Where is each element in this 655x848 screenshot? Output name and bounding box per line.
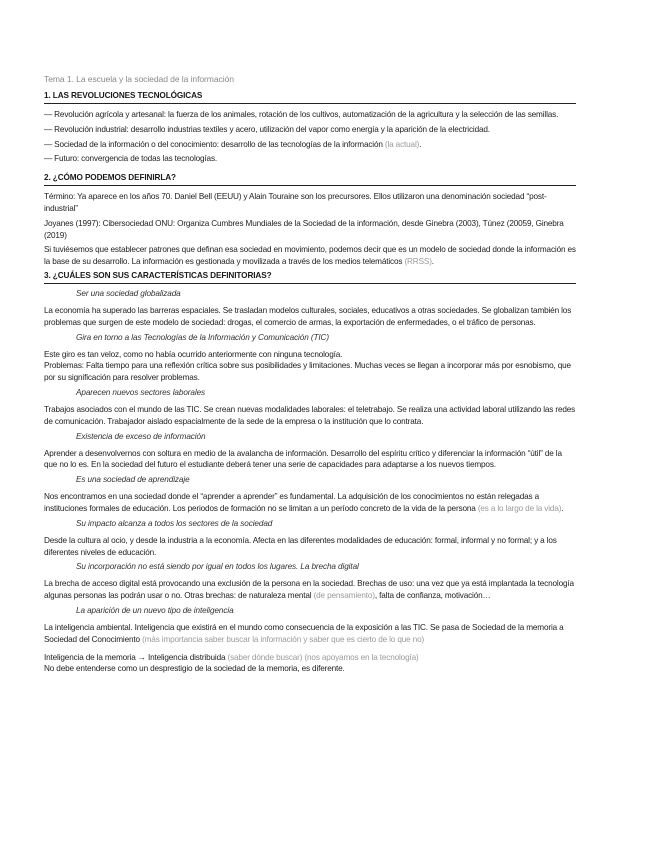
item-text: — Sociedad de la información o del conocimiento: desarrollo de las tecnologías de la información — [44, 139, 383, 149]
paragraph: Este giro es tan veloz, como no había ocurrido anteriormente con ninguna tecnología. — [44, 349, 343, 359]
paragraph-text: Nos encontramos en una sociedad donde el “aprender a aprender” es fundamental. La adquisición de los conocimientos no están relegadas a instituciones formales de educación. Los periodos de formación no se limitan a un período concreto de la vida de la persona — [44, 492, 539, 513]
paragraph — [44, 491, 576, 515]
paragraph — [44, 578, 576, 602]
paragraph-end: . — [431, 257, 434, 267]
section-heading-2: 2. ¿CÓMO PODEMOS DEFINIRLA? — [44, 173, 576, 186]
paragraph: Desde la cultura al ocio, y desde la industria a la economía. Afecta en las diferentes modalidades de educación: formal, informal y no formal; y a los diferentes niveles de educación. — [44, 535, 557, 557]
topic-title: Tema 1. La escuela y la sociedad de la información — [44, 74, 234, 84]
paragraph-end: . — [561, 503, 564, 513]
list-item — [44, 139, 576, 151]
paragraph-text: La brecha de acceso digital está provocando una exclusión de la persona en la sociedad. Brechas de uso: una vez que ya está implantada la tecnología algunas personas las podrán usar o no. Otras brechas: de naturaleza mental — [44, 579, 574, 601]
paragraph — [44, 622, 576, 646]
paragraph: La economía ha superado las barreras espaciales. Se trasladan modelos culturales, sociales, educativos a otras sociedades. Se globalizan también los problemas que surgen de este modelo de sociedad: drogas, el comercio de armas, la exportación de enfermedades, o el tráfico de personas. — [44, 305, 572, 327]
paragraph — [44, 244, 576, 268]
paragraph-note: (RRSS) — [404, 257, 432, 267]
paragraph: Aprender a desenvolvernos con soltura en medio de la avalancha de información. Desarrollo del espíritu crítico y diferenciar la información “útil” de la que no lo es. En la sociedad del futuro el estudiante deberá tener una serie de capacidades para adaptarse a los nuevos tiempos. — [44, 448, 562, 470]
section-heading-3: 3. ¿CUÁLES SON SUS CARACTERÍSTICAS DEFINITORIAS? — [44, 271, 576, 284]
paragraph-note: (más importancia saber buscar la información y saber que es cierto de lo que no) — [142, 634, 425, 644]
paragraph-note: (es a lo largo de la vida) — [477, 503, 562, 513]
section-heading-1: 1. LAS REVOLUCIONES TECNOLÓGICAS — [44, 91, 576, 104]
item-note: (la actual) — [384, 139, 420, 149]
paragraph-note: (de pensamiento) — [313, 591, 375, 601]
subheading: Ser una sociedad globalizada — [76, 288, 181, 298]
document-page — [44, 74, 576, 678]
subheading: Su impacto alcanza a todos los sectores de la sociedad — [76, 518, 273, 528]
paragraph-end: , falta de confianza, motivación… — [374, 591, 491, 601]
list-item: — Revolución agrícola y artesanal: la fuerza de los animales, rotación de los cultivos, automatización de la agricultura y la selección de las semillas. — [44, 110, 559, 119]
paragraph-note: (saber dónde buscar) (nos apoyamos en la tecnología) — [227, 652, 419, 662]
list-item: — Futuro: convergencia de todas las tecnologías. — [44, 154, 218, 164]
item-end: . — [419, 139, 422, 149]
paragraph-text: Inteligencia de la memoria → Inteligencia distribuida — [44, 652, 226, 662]
subheading: Existencia de exceso de información — [76, 431, 206, 441]
subheading: Aparecen nuevos sectores laborales — [76, 387, 206, 397]
paragraph: Término: Ya aparece en los años 70. Daniel Bell (EEUU) y Alain Touraine son los precursores. Ellos utilizaron una denominación sociedad “post-industrial” — [44, 192, 547, 213]
subheading: Gira en torno a las Tecnologías de la Información y Comunicación (TIC) — [76, 332, 330, 342]
paragraph-text: Si tuviésemos que establecer patrones que definan esa sociedad en movimiento, podemos decir que es un modelo de sociedad donde la información es la base de su desarrollo. La información es gestionada y movilizada a través de los medios telemáticos — [44, 245, 576, 267]
paragraph-text: La inteligencia ambiental. Inteligencia que existirá en el mundo como consecuencia de la exposición a las TIC. Se pasa de Sociedad de la memoria a Sociedad del Conocimiento — [44, 622, 564, 644]
paragraph: Trabajos asociados con el mundo de las TIC. Se crean nuevas modalidades laborales: el teletrabajo. Se realiza una actividad laboral utilizando las redes de comunicación. Trabajador aislado espacialmente de la sede de la empresa o la institución que lo contrata. — [44, 404, 576, 426]
paragraph: Problemas: Falta tiempo para una reflexión crítica sobre sus posibilidades y limitaciones. Muchas veces se llegan a incorporar más por esnobismo, que por su significación para resolver problemas. — [44, 361, 571, 383]
subheading: Su incorporación no está siendo por igual en todos los lugares. La brecha digital — [76, 562, 359, 572]
paragraph: No debe entenderse como un desprestigio de la sociedad de la memoria, es diferente. — [44, 664, 345, 674]
subheading: Es una sociedad de aprendizaje — [76, 475, 190, 485]
list-item: — Revolución industrial: desarrollo industrias textiles y acero, utilización del vapor como energía y la aparición de la electricidad. — [44, 124, 490, 134]
paragraph: Joyanes (1997): Cibersociedad ONU: Organiza Cumbres Mundiales de la Sociedad de la información, desde Ginebra (2003), Túnez (20059, Ginebra (2019) — [44, 218, 564, 240]
paragraph — [44, 652, 576, 664]
subheading: La aparición de un nuevo tipo de inteligencia — [76, 605, 234, 615]
